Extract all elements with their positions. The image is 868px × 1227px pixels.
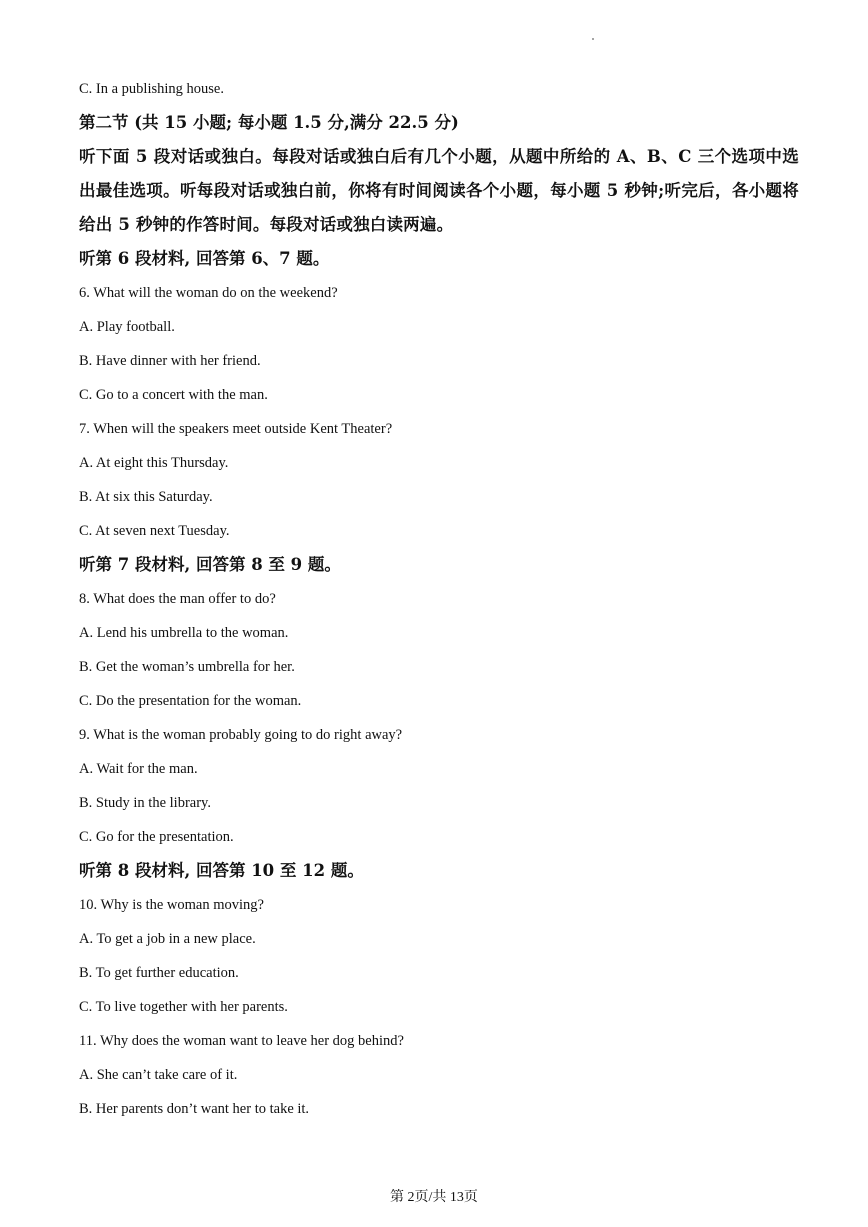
option-line: A. Play football. xyxy=(79,319,175,335)
section-heading: 听第 8 段材料, 回答第 10 至 12 题。 xyxy=(79,861,364,880)
option-line: B. At six this Saturday. xyxy=(79,489,213,505)
option-line: B. Get the woman’s umbrella for her. xyxy=(79,659,295,675)
instruction-paragraph: 听下面 5 段对话或独白。每段对话或独白后有几个小题，从题中所给的 A、B、C 三个选项中选出最佳选项。听每段对话或独白前，你将有时间阅读各个小题，每小题 5 秒钟;听完后，各小题将给出 5 秒钟的作答时间。每段对话或独白读两遍。 xyxy=(79,147,799,234)
option-line: B. Have dinner with her friend. xyxy=(79,353,261,369)
page-content xyxy=(79,72,799,1126)
question-line: 6. What will the woman do on the weekend? xyxy=(79,285,338,301)
option-line: A. Lend his umbrella to the woman. xyxy=(79,625,289,641)
section-heading: 听第 6 段材料, 回答第 6、7 题。 xyxy=(79,249,330,268)
question-list xyxy=(79,242,799,1126)
section-heading: 第二节 (共 15 小题; 每小题 1.5 分,满分 22.5 分) xyxy=(79,113,459,132)
option-line: A. To get a job in a new place. xyxy=(79,931,256,947)
section-heading: 听第 7 段材料, 回答第 8 至 9 题。 xyxy=(79,555,341,574)
option-line: B. To get further education. xyxy=(79,965,239,981)
option-line: A. She can’t take care of it. xyxy=(79,1067,238,1083)
option-line: B. Study in the library. xyxy=(79,795,211,811)
question-line: 9. What is the woman probably going to do right away? xyxy=(79,727,403,743)
scan-speck xyxy=(592,38,594,40)
question-line: 10. Why is the woman moving? xyxy=(79,897,264,913)
option-line: A. Wait for the man. xyxy=(79,761,198,777)
option-line: C. To live together with her parents. xyxy=(79,999,288,1015)
option-line: C. Go for the presentation. xyxy=(79,829,234,845)
option-line: C. In a publishing house. xyxy=(79,81,224,97)
question-line: 7. When will the speakers meet outside Kent Theater? xyxy=(79,421,393,437)
option-line: C. Do the presentation for the woman. xyxy=(79,693,302,709)
question-line: 11. Why does the woman want to leave her dog behind? xyxy=(79,1033,404,1049)
page-footer: 第 2页/共 13页 xyxy=(390,1190,478,1205)
option-line: A. At eight this Thursday. xyxy=(79,455,229,471)
question-line: 8. What does the man offer to do? xyxy=(79,591,276,607)
option-line: C. Go to a concert with the man. xyxy=(79,387,268,403)
option-line: C. At seven next Tuesday. xyxy=(79,523,230,539)
option-line: B. Her parents don’t want her to take it. xyxy=(79,1101,310,1117)
